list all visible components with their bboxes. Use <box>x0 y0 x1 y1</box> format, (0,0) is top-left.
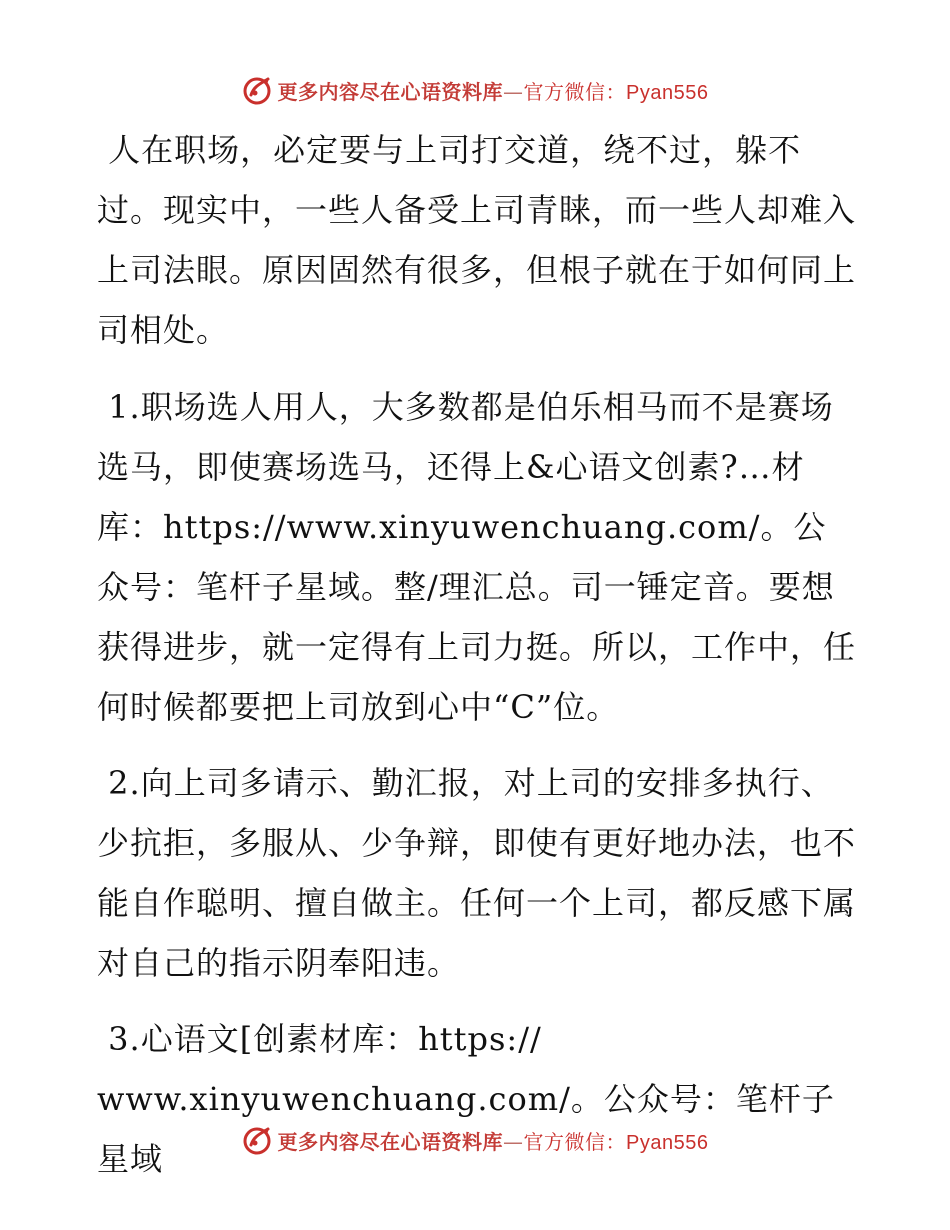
banner-text <box>278 76 709 105</box>
footer-banner <box>0 1120 950 1160</box>
banner-title: 更多内容尽在心语资料库 <box>277 79 504 104</box>
banner-title: 更多内容尽在心语资料库 <box>277 1129 504 1154</box>
logo-icon <box>242 1124 274 1156</box>
header-banner <box>0 70 950 110</box>
banner-wechat-label: 官方微信： <box>523 79 627 104</box>
paragraph-point-3: 3.心语文[创素材库：https:// www.xinyuwenchuang.com/。公众号：笔杆子星域 <box>97 1020 835 1178</box>
banner-wechat-id: Pyan556 <box>626 81 709 104</box>
banner-text <box>278 1126 709 1155</box>
banner-wechat-label: 官方微信： <box>523 1129 627 1154</box>
logo-icon <box>242 74 274 106</box>
article-body <box>97 120 857 1205</box>
banner-separator: — <box>503 1129 524 1154</box>
banner-wechat-id: Pyan556 <box>626 1131 709 1154</box>
banner-separator: — <box>503 79 524 104</box>
paragraph-point-2: 2.向上司多请示、勤汇报，对上司的安排多执行、少抗拒，多服从、少争辩，即使有更好地办法，也不能自作聪明、擅自做主。任何一个上司，都反感下属对自己的指示阴奉阳违。 <box>97 764 857 982</box>
paragraph-intro: 人在职场，必定要与上司打交道，绕不过，躲不过。现实中，一些人备受上司青睐，而一些人却难入上司法眼。原因固然有很多，但根子就在于如何同上司相处。 <box>97 131 857 349</box>
paragraph-point-1: 1.职场选人用人，大多数都是伯乐相马而不是赛场选马，即使赛场选马，还得上&心语文创素?…材库：https://www.xinyuwenchuang.com/。公众号：笔杆子星域。整/理汇总。司一锤定音。要想获得进步，就一定得有上司力挺。所以，工作中，任何时候都要把上司放到心中“C”位。 <box>97 388 857 726</box>
